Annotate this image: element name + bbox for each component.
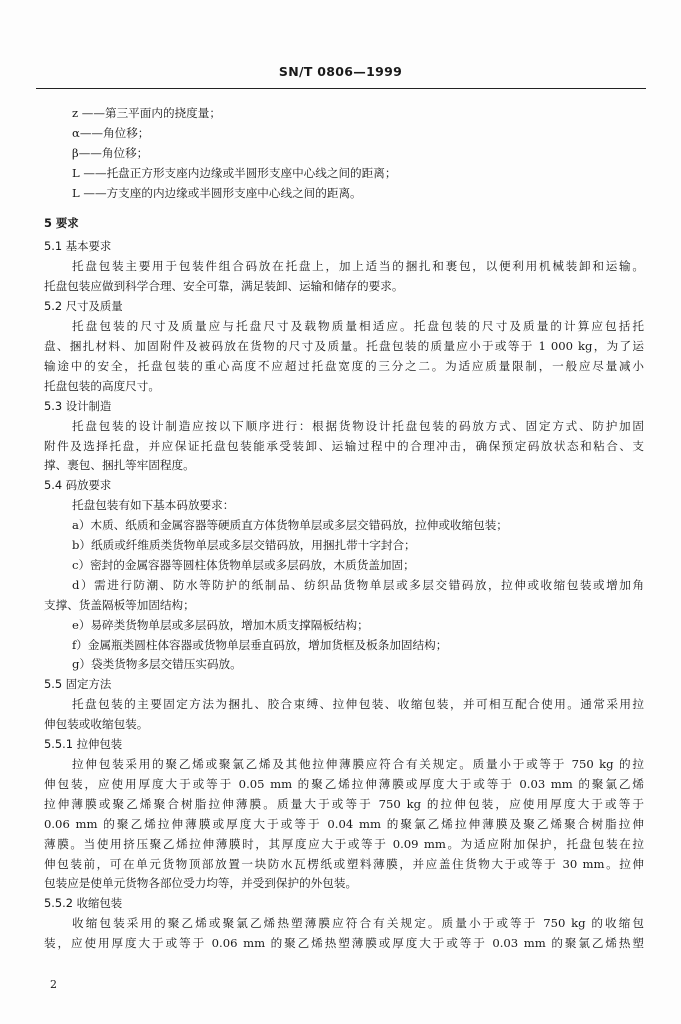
subsection-heading: 5.1 基本要求 xyxy=(44,239,112,254)
list-item: a）木质、纸质和金属容器等硬质直方体货物单层或多层交错码放，拉伸或收缩包装； xyxy=(72,518,508,533)
section-heading: 5 要求 xyxy=(44,215,79,230)
subsubsection-heading: 5.5.2 收缩包装 xyxy=(44,896,123,911)
subsection-heading: 5.5 固定方法 xyxy=(44,677,112,692)
symbol-definition: α——角位移； xyxy=(72,125,150,140)
subsection-heading: 5.3 设计制造 xyxy=(44,398,112,413)
paragraph-line: 拉伸薄膜或聚乙烯聚合树脂拉伸薄膜。质量大于或等于 750 kg 的拉伸包装，应使用厚度大于或等于 xyxy=(44,796,644,811)
standard-number-header: SN/T 0806—1999 xyxy=(278,64,403,79)
list-item: e）易碎类货物单层或多层码放，增加木质支撑隔板结构； xyxy=(72,617,369,632)
list-item: b）纸质或纤维质类货物单层或多层交错码放，用捆扎带十字封合； xyxy=(72,538,416,553)
paragraph-line: 薄膜。当使用挤压聚乙烯拉伸薄膜时，其厚度应大于或等于 0.09 mm。为适应附加保护，托盘包装在拉 xyxy=(44,836,644,851)
header-rule xyxy=(36,88,646,89)
paragraph-line: 伸包装前，可在单元货物顶部放置一块防水瓦楞纸或塑料薄膜，并应盖住货物大于或等于 30 mm。拉伸 xyxy=(44,856,644,871)
paragraph-line: 伸包装或收缩包装。 xyxy=(44,717,149,732)
subsection-heading: 5.2 尺寸及质量 xyxy=(44,299,123,314)
paragraph-line: 托盘包装应做到科学合理、安全可靠，满足装卸、运输和储存的要求。 xyxy=(44,279,404,294)
paragraph-line: 托盘包装的高度尺寸。 xyxy=(44,378,160,393)
paragraph-line: 0.06 mm 的聚乙烯拉伸薄膜或厚度大于或等于 0.04 mm 的聚氯乙烯拉伸薄膜及聚乙烯聚合树脂拉伸 xyxy=(44,816,644,831)
list-item: d）需进行防潮、防水等防护的纸制品、纺织品货物单层或多层交错码放，拉伸或收缩包装或增加角 xyxy=(72,577,644,592)
paragraph-line: 托盘包装有如下基本码放要求： xyxy=(72,498,235,513)
subsection-heading: 5.4 码放要求 xyxy=(44,478,112,493)
list-item-continuation: 支撑、货盖隔板等加固结构； xyxy=(44,597,195,612)
paragraph-line: 拉伸包装采用的聚乙烯或聚氯乙烯及其他拉伸薄膜应符合有关规定。质量小于或等于 750 kg 的拉 xyxy=(72,757,644,771)
paragraph-line: 装，应使用厚度大于或等于 0.06 mm 的聚乙烯热塑薄膜或厚度大于或等于 0.03 mm 的聚氯乙烯热塑 xyxy=(44,936,644,951)
paragraph-line: 托盘包装的尺寸及质量应与托盘尺寸及载物质量相适应。托盘包装的尺寸及质量的计算应包括托 xyxy=(72,319,644,334)
page-body xyxy=(44,104,644,954)
list-item: c）密封的金属容器等圆柱体货物单层或多层码放，木质货盖加固； xyxy=(72,557,415,572)
paragraph-line: 附件及选择托盘，并应保证托盘包装能承受装卸、运输过程中的合理冲击，确保预定码放状态和粘合、支 xyxy=(44,438,644,453)
symbol-definition: β——角位移； xyxy=(72,145,149,160)
paragraph-line: 输途中的安全，托盘包装的重心高度不应超过托盘宽度的三分之二。为适应质量限制，一般应尽量减小 xyxy=(44,358,644,373)
subsubsection-heading: 5.5.1 拉伸包装 xyxy=(44,737,123,752)
paragraph-line: 托盘包装主要用于包装件组合码放在托盘上，加上适当的捆扎和裹包，以便利用机械装卸和运输。 xyxy=(72,259,644,274)
symbol-definition: z ——第三平面内的挠度量； xyxy=(72,106,221,120)
paragraph-line: 托盘包装的设计制造应按以下顺序进行：根据货物设计托盘包装的码放方式、固定方式、防护加固 xyxy=(72,418,644,433)
page-number: 2 xyxy=(50,978,57,991)
paragraph-line: 包装应是使单元货物各部位受力均等，并受到保护的外包装。 xyxy=(44,876,358,891)
symbol-list xyxy=(44,104,644,204)
symbol-definition: L ——托盘正方形支座内边缘或半圆形支座中心线之间的距离； xyxy=(72,165,397,180)
list-item: g）袋类货物多层交错压实码放。 xyxy=(72,657,242,672)
paragraph-line: 伸包装，应使用厚度大于或等于 0.05 mm 的聚乙烯拉伸薄膜或厚度大于或等于 0.03 mm 的聚氯乙烯 xyxy=(44,776,644,791)
paragraph-line: 托盘包装的主要固定方法为捆扎、胶合束缚、拉伸包装、收缩包装，并可相互配合使用。通常采用拉 xyxy=(72,697,644,712)
paragraph-line: 撑、裹包、捆扎等牢固程度。 xyxy=(44,458,195,473)
list-item: f）金属瓶类圆柱体容器或货物单层垂直码放，增加货框及板条加固结构； xyxy=(72,637,448,652)
paragraph-line: 盘、捆扎材料、加固附件及被码放在货物的尺寸及质量。托盘包装的质量应小于或等于 1 000 kg，为了运 xyxy=(44,338,644,353)
symbol-definition: L ——方支座的内边缘或半圆形支座中心线之间的距离。 xyxy=(72,185,362,200)
paragraph-line: 收缩包装采用的聚乙烯或聚氯乙烯热塑薄膜应符合有关规定。质量小于或等于 750 kg 的收缩包 xyxy=(72,916,644,931)
